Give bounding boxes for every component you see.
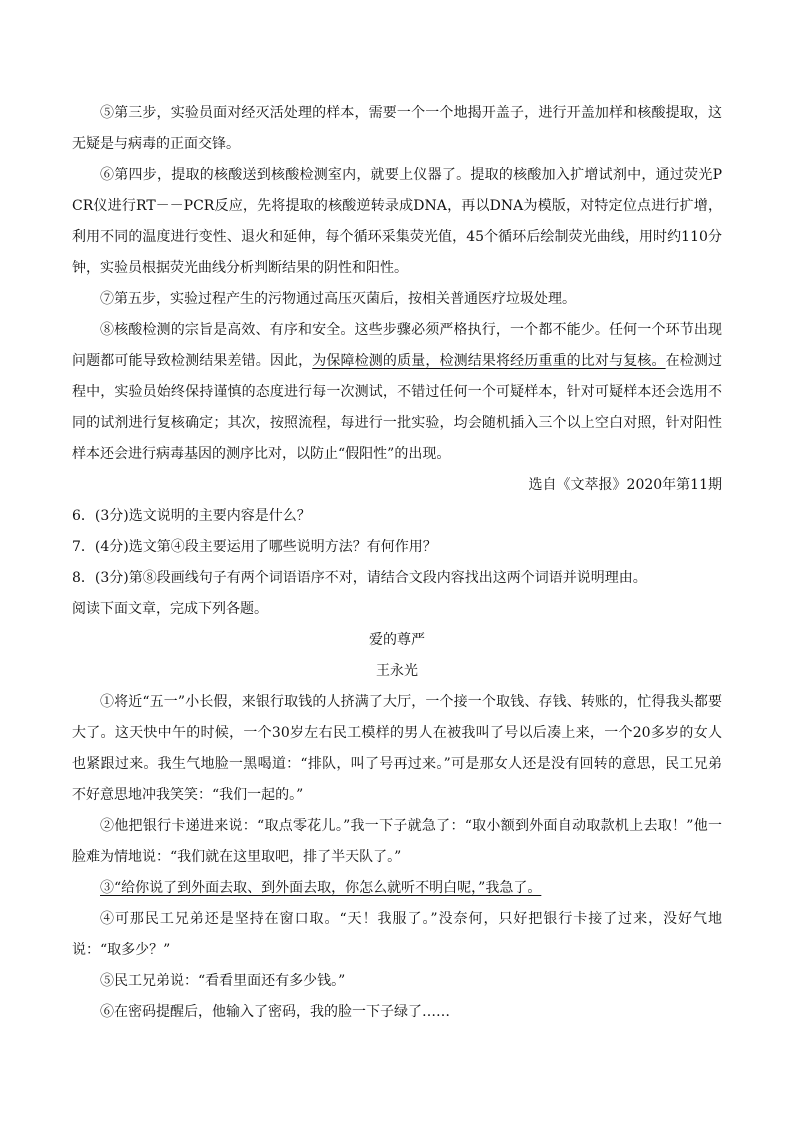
article-paragraph-6: ⑥在密码提醒后，他输入了密码，我的脸一下子绿了…… <box>100 1004 450 1020</box>
paragraph-8-text-before: ⑧核酸检测的宗旨是高效、有序和安全。这些步骤必须严格执行，一个都不能少。任何一个环节出现问题都可能导致检测结果差错。因此， <box>72 322 722 369</box>
reading-instruction: 阅读下面文章，完成下列各题。 <box>72 601 268 617</box>
article-paragraph-3 <box>72 873 722 904</box>
article-paragraph-2: ②他把银行卡递进来说：“取点零花儿。”我一下子就急了：“取小额到外面自动取款机上去取！”他一脸难为情地说：“我们就在这里取吧，排了半天队了。” <box>72 818 722 865</box>
paragraph-7: ⑦第五步，实验过程产生的污物通过高压灭菌后，按相关普通医疗垃圾处理。 <box>100 291 576 307</box>
paragraph-6: ⑥第四步，提取的核酸送到核酸检测室内，就要上仪器了。提取的核酸加入扩增试剂中，通过荧光PCR仪进行RT－－PCR反应，先将提取的核酸逆转录成DNA，再以DNA为模版，对特定位点进行扩增，利用不同的温度进行变性、退火和延伸，每个循环采集荧光值，45个循环后绘制荧光曲线，用时约110分钟，实验员根据荧光曲线分析判断结果的阴性和阳性。 <box>72 167 722 276</box>
question-7: 7．(4分)选文第④段主要运用了哪些说明方法？有何作用？ <box>72 539 437 555</box>
article-paragraph-5: ⑤民工兄弟说：“看看里面还有多少钱。” <box>100 973 346 989</box>
article-title: 爱的尊严 <box>369 632 425 648</box>
underlined-sentence: 为保障检测的质量，检测结果将经历重重的比对与复核。 <box>312 353 666 369</box>
article-paragraph-4: ④可那民工兄弟还是坚持在窗口取。“天！我服了。”没奈何，只好把银行卡接了过来，没好气地说：“取多少？” <box>72 911 722 958</box>
article-underlined-sentence: ③“给你说了到外面去取、到外面去取，你怎么就听不明白呢，”我急了。 <box>100 880 542 896</box>
paragraph-8-text-after: 在检测过程中，实验员始终保持谨慎的态度进行每一次测试，不错过任何一个可疑样本，针对可疑样本还会选用不同的试剂进行复核确定；其次，按照流程，每进行一批实验，均会随机插入三个以上空白对照，针对阳性样本还会进行病毒基因的测序比对，以防止“假阳性”的出现。 <box>72 353 723 462</box>
paragraph-5: ⑤第三步，实验员面对经灭活处理的样本，需要一个一个地揭开盖子，进行开盖加样和核酸提取，这无疑是与病毒的正面交锋。 <box>72 105 722 152</box>
article-paragraph-1: ①将近“五一”小长假，来银行取钱的人挤满了大厅，一个接一个取钱、存钱、转账的，忙得我头都要大了。这天快中午的时候，一个30岁左右民工模样的男人在被我叫了号以后凑上来，一个20多岁的女人也紧跟过来。我生气地脸一黑喝道：“排队，叫了号再过来。”可是那女人还是没有回转的意思，民工兄弟不好意思地冲我笑笑：“我们一起的。” <box>72 694 722 803</box>
document-page <box>72 98 722 1028</box>
source-citation: 选自《文萃报》2020年第11期 <box>528 477 722 493</box>
question-8: 8．(3分)第⑧段画线句子有两个词语语序不对，请结合文段内容找出这两个词语并说明理由。 <box>72 570 647 586</box>
paragraph-8 <box>72 315 722 470</box>
question-6: 6．(3分)选文说明的主要内容是什么？ <box>72 508 311 524</box>
article-author: 王永光 <box>376 663 418 679</box>
